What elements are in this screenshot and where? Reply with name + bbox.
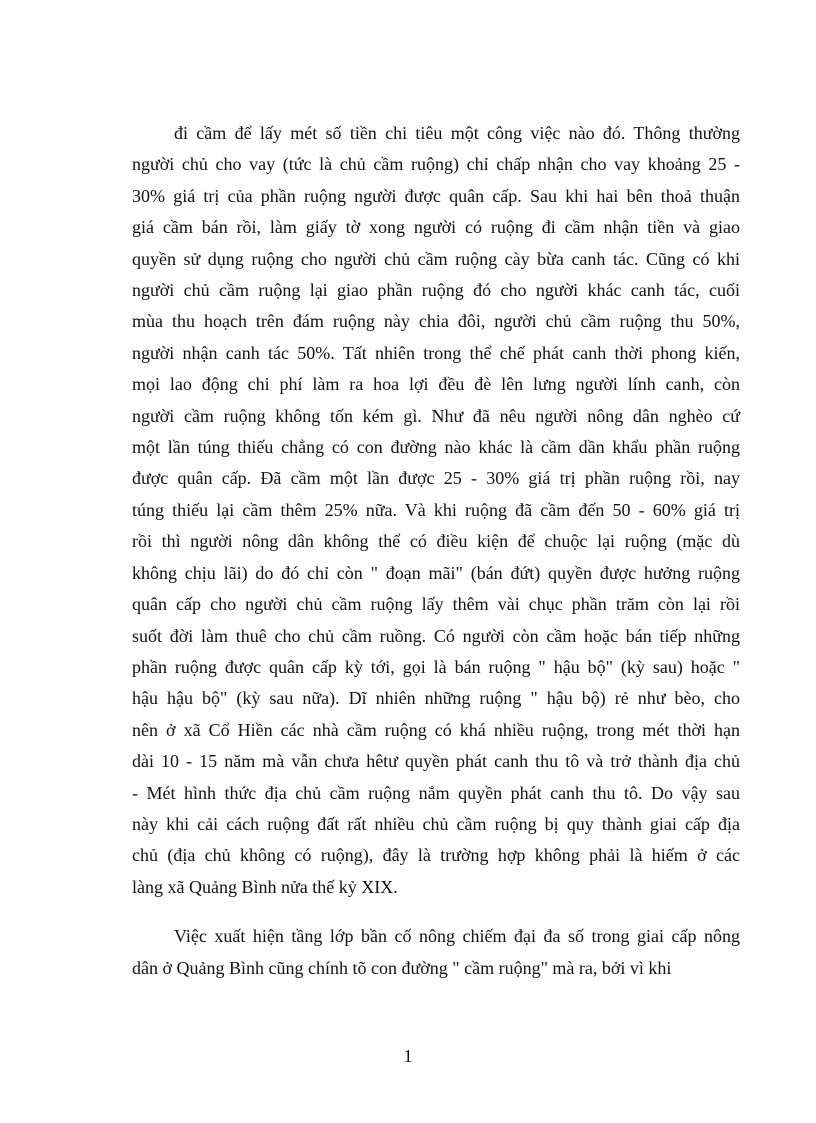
- text-line: suốt đời làm thuê cho chủ cầm ruồng. Có người còn cầm hoặc bán tiếp những: [132, 625, 740, 646]
- text-line: một lần túng thiếu chẳng có con đường nào khác là cầm dần khẩu phần ruộng: [132, 437, 740, 458]
- text-line: chủ (địa chủ không có ruộng), đây là trường hợp không phải là hiếm ở các: [132, 845, 740, 866]
- text-line: - Mét hình thức địa chủ cầm ruộng nắm quyền phát canh thu tô. Do vậy sau: [132, 782, 740, 803]
- text-line: quyền sử dụng ruộng cho người chủ cầm ruộng cày bừa canh tác. Cũng có khi: [132, 248, 740, 269]
- text-line: này khi cải cách ruộng đất rất nhiều chủ cầm ruộng bị quy thành giai cấp địa: [132, 813, 740, 834]
- text-line: đi cầm để lấy mét số tiền chi tiêu một công việc nào đó. Thông thường: [174, 123, 740, 143]
- text-line: người chủ cầm ruộng lại giao phần ruộng đó cho người khác canh tác, cuối: [132, 280, 740, 301]
- text-line: rồi thì người nông dân không thể có điều kiện để chuộc lại ruộng (mặc dù: [132, 531, 740, 552]
- text-line: mọi lao động chi phí làm ra hoa lợi đều đè lên lưng người lính canh, còn: [132, 374, 740, 395]
- text-line: người cầm ruộng không tốn kém gì. Như đã nêu người nông dân nghèo cứ: [132, 405, 740, 426]
- text-line: giá cầm bán rồi, làm giấy tờ xong người có ruộng đi cầm nhận tiền và giao: [132, 217, 740, 238]
- text-line: dân ở Quảng Bình cũng chính tõ con đường " cầm ruộng" mà ra, bởi vì khi: [132, 957, 672, 978]
- text-line: quân cấp cho người chủ cầm ruộng lấy thêm vài chục phần trăm còn lại rồi: [132, 594, 740, 615]
- text-line: Việc xuất hiện tầng lớp bần cố nông chiếm đại đa số trong giai cấp nông: [174, 926, 740, 947]
- paragraph-2: [132, 921, 740, 984]
- text-line: nên ở xã Cổ Hiền các nhà cầm ruộng có khá nhiều ruộng, trong mét thời hạn: [132, 719, 740, 740]
- text-line: không chịu lãi) do đó chỉ còn " đoạn mãi" (bán đứt) quyền được hưởng ruộng: [132, 562, 740, 583]
- text-line: người nhận canh tác 50%. Tất nhiên trong thể chế phát canh thời phong kiến,: [132, 342, 740, 363]
- text-line: dài 10 - 15 năm mà vẫn chưa hêtư quyền phát canh thu tô và trở thành địa chủ: [132, 751, 740, 772]
- body-text: [132, 118, 740, 984]
- text-line: được quân cấp. Đã cầm một lần được 25 - 30% giá trị phần ruộng rồi, nay: [132, 468, 740, 489]
- text-line: người chủ cho vay (tức là chủ cầm ruộng) chỉ chấp nhận cho vay khoảng 25 -: [132, 154, 740, 175]
- text-line: làng xã Quảng Bình nửa thế kỷ XIX.: [132, 876, 398, 897]
- paragraph-1: [132, 118, 740, 903]
- text-line: túng thiếu lại cầm thêm 25% nữa. Và khi ruộng đã cầm đến 50 - 60% giá trị: [132, 499, 740, 520]
- text-line: phần ruộng được quân cấp kỳ tới, gọi là bán ruộng " hậu bộ" (kỳ sau) hoặc ": [132, 656, 740, 677]
- page-number: 1: [403, 1046, 413, 1066]
- text-line: mùa thu hoạch trên đám ruộng này chia đôi, người chủ cầm ruộng thu 50%,: [132, 311, 740, 332]
- text-line: 30% giá trị của phần ruộng người được quân cấp. Sau khi hai bên thoả thuận: [132, 185, 740, 206]
- text-line: hậu hậu bộ" (kỳ sau nữa). Dĩ nhiên những ruộng " hậu bộ) rẻ như bèo, cho: [132, 688, 740, 709]
